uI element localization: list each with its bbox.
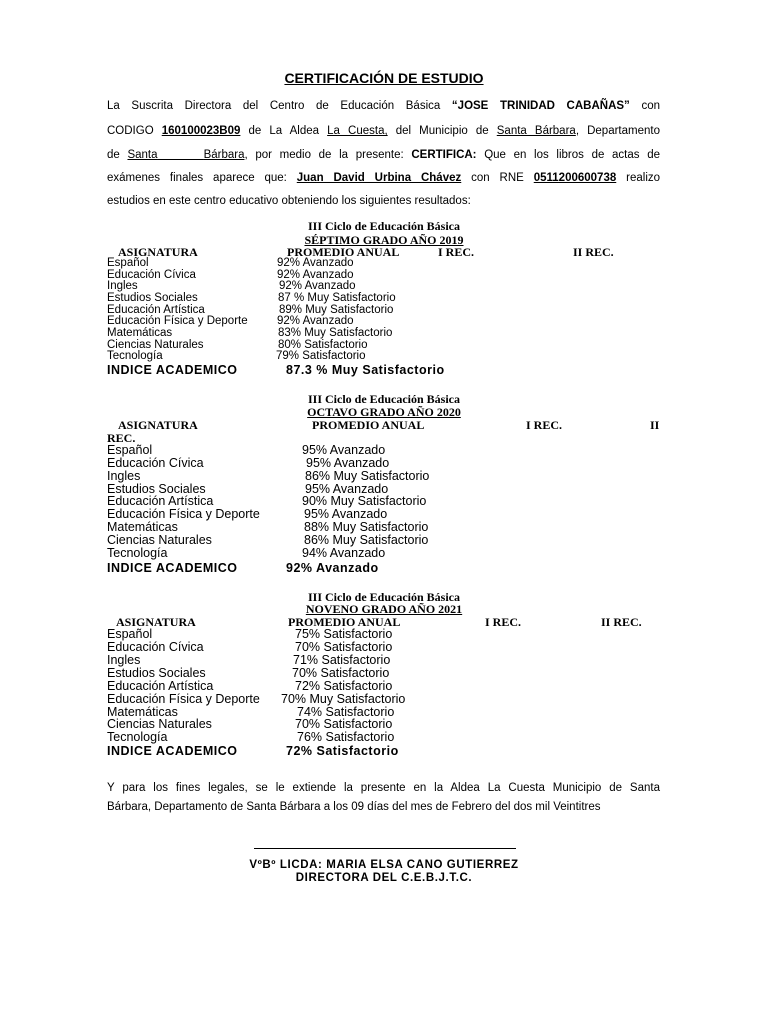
cycle-heading: III Ciclo de Educación Básica: [307, 392, 460, 406]
subject-result: 70% Muy Satisfactorio: [281, 692, 406, 706]
intro-text: realizo: [626, 172, 661, 184]
student-rne: 0511200600738: [533, 172, 617, 184]
col-header-subject: ASIGNATURA: [118, 418, 198, 432]
academic-index-value: 92% Avanzado: [286, 561, 379, 575]
subject-name: Educación Física y Deporte: [107, 315, 248, 327]
subject-name: Tecnología: [107, 730, 168, 744]
subject-result: 74% Satisfactorio: [297, 704, 395, 719]
aldea-name: La Cuesta,: [327, 125, 388, 137]
col-header-rec2: II REC.: [573, 245, 614, 259]
departamento-name: Santa Bárbara: [127, 149, 245, 161]
subject-result: 92% Avanzado: [279, 280, 356, 292]
grade-heading: SÉPTIMO GRADO AÑO 2019: [304, 233, 464, 247]
subject-result: 71% Satisfactorio: [293, 653, 391, 667]
subject-name: Tecnología: [107, 350, 163, 362]
cycle-heading: III Ciclo de Educación Básica: [307, 219, 460, 233]
subject-name: Ingles: [107, 653, 141, 667]
signatory-name: VºBº LICDA: MARIA ELSA CANO GUTIERREZ: [249, 859, 519, 871]
academic-index-label: INDICE ACADEMICO: [107, 744, 238, 758]
signature-line: [254, 848, 516, 849]
subject-name: Educación Artística: [107, 303, 205, 316]
subject-name: Español: [107, 627, 153, 641]
subject-result: 75% Satisfactorio: [295, 627, 393, 641]
intro-line-3: [107, 149, 660, 161]
intro-text: de La Aldea: [248, 125, 320, 137]
academic-index-value: 72% Satisfactorio: [286, 744, 399, 758]
subject-name: Educación Física y Deporte: [107, 692, 260, 706]
intro-text: del Municipio de: [395, 125, 489, 137]
col-header-rec1: I REC.: [485, 615, 522, 629]
subject-name: Ciencias Naturales: [107, 717, 212, 731]
subject-name: Educación Cívica: [107, 640, 204, 654]
subject-name: Español: [107, 257, 149, 269]
intro-text: , Departamento: [575, 125, 660, 137]
subject-result: 92% Avanzado: [277, 268, 354, 281]
intro-text: con RNE: [471, 172, 524, 184]
document-title: CERTIFICACIÓN DE ESTUDIO: [284, 70, 484, 86]
subject-result: 70% Satisfactorio: [292, 666, 390, 680]
subject-result: 87 % Muy Satisfactorio: [278, 292, 396, 304]
subject-result: 92% Avanzado: [277, 257, 354, 269]
subject-result: 79% Satisfactorio: [276, 350, 366, 362]
intro-text: de: [107, 149, 120, 161]
school-name: “JOSE TRINIDAD CABAÑAS”: [451, 100, 630, 112]
intro-text: exámenes finales aparece que:: [107, 172, 287, 184]
subject-result: 86% Muy Satisfactorio: [304, 533, 429, 547]
col-header-subject: ASIGNATURA: [118, 245, 198, 259]
subject-name: Estudios Sociales: [107, 666, 206, 680]
subject-name: Ingles: [107, 469, 141, 483]
intro-line-1: [107, 100, 660, 112]
col-header-average: PROMEDIO ANUAL: [312, 418, 425, 432]
subject-name: Español: [107, 443, 153, 457]
intro-text: Que en los libros de actas de: [484, 149, 660, 161]
academic-index-label: INDICE ACADEMICO: [107, 561, 238, 575]
intro-text: La Suscrita Directora del Centro de Educación Básica: [107, 100, 441, 112]
subject-result: 70% Satisfactorio: [295, 640, 393, 654]
subject-result: 83% Muy Satisfactorio: [278, 327, 393, 339]
subject-result: 72% Satisfactorio: [295, 679, 393, 693]
col-header-rec1: I REC.: [438, 245, 475, 259]
col-header-subject: ASIGNATURA: [116, 615, 196, 629]
closing-line-1: Y para los fines legales, se le extiende la presente en la Aldea La Cuesta Municipio de Santa: [107, 782, 660, 794]
subject-result: 89% Muy Satisfactorio: [279, 303, 394, 316]
subject-name: Ciencias Naturales: [107, 338, 204, 351]
col-header-average: PROMEDIO ANUAL: [288, 615, 401, 629]
intro-line-4: [107, 172, 660, 184]
subject-name: Matemáticas: [107, 704, 178, 719]
col-header-rec1: I REC.: [526, 418, 563, 432]
subject-result: 92% Avanzado: [277, 315, 354, 327]
subject-result: 90% Muy Satisfactorio: [302, 494, 427, 508]
subject-name: Estudios Sociales: [107, 292, 198, 304]
student-name: Juan David Urbina Chávez: [296, 172, 462, 184]
closing-line-2: Bárbara, Departamento de Santa Bárbara a los 09 días del mes de Febrero del dos mil Veintitres: [107, 801, 601, 813]
subject-result: 95% Avanzado: [304, 507, 388, 521]
subject-result: 95% Avanzado: [305, 481, 389, 496]
col-header-rec2: II: [650, 418, 660, 432]
academic-index-label: INDICE ACADEMICO: [107, 363, 238, 377]
grade-heading: OCTAVO GRADO AÑO 2020: [307, 405, 461, 419]
col-header-average: PROMEDIO ANUAL: [287, 245, 400, 259]
academic-index-value: 87.3 % Muy Satisfactorio: [286, 363, 445, 377]
subject-name: Tecnología: [107, 546, 168, 560]
intro-text: con: [641, 100, 660, 112]
intro-line-2: [107, 125, 660, 137]
subject-result: 86% Muy Satisfactorio: [305, 469, 430, 483]
subject-result: 76% Satisfactorio: [297, 730, 395, 744]
municipio-name: Santa Bárbara: [496, 125, 576, 137]
subject-result: 95% Avanzado: [306, 456, 390, 470]
cycle-heading: III Ciclo de Educación Básica: [307, 590, 460, 604]
subject-name: Matemáticas: [107, 327, 173, 339]
intro-text: CODIGO: [107, 125, 154, 137]
subject-name: Estudios Sociales: [107, 481, 206, 496]
subject-name: Educación Artística: [107, 494, 214, 508]
subject-name: Ingles: [107, 280, 138, 292]
subject-result: 95% Avanzado: [302, 443, 386, 457]
certifica-label: CERTIFICA:: [411, 149, 477, 161]
subject-result: 94% Avanzado: [302, 546, 386, 560]
subject-name: Ciencias Naturales: [107, 533, 212, 547]
subject-result: 80% Satisfactorio: [278, 338, 368, 351]
school-code: 160100023B09: [161, 125, 241, 137]
subject-name: Educación Cívica: [107, 456, 204, 470]
subject-result: 70% Satisfactorio: [295, 717, 393, 731]
subject-name: Matemáticas: [107, 520, 178, 534]
subject-name: Educación Física y Deporte: [107, 507, 260, 521]
subject-name: Educación Cívica: [107, 268, 196, 281]
col-header-rec2-wrap: REC.: [107, 431, 136, 445]
signatory-role: DIRECTORA DEL C.E.B.J.T.C.: [295, 872, 473, 884]
grade-heading: NOVENO GRADO AÑO 2021: [305, 602, 463, 616]
intro-line-5: estudios en este centro educativo obteniendo los siguientes resultados:: [107, 195, 471, 207]
subject-name: Educación Artística: [107, 679, 214, 693]
col-header-rec2: II REC.: [601, 615, 642, 629]
intro-text: , por medio de la presente:: [244, 149, 404, 161]
subject-result: 88% Muy Satisfactorio: [304, 520, 429, 534]
